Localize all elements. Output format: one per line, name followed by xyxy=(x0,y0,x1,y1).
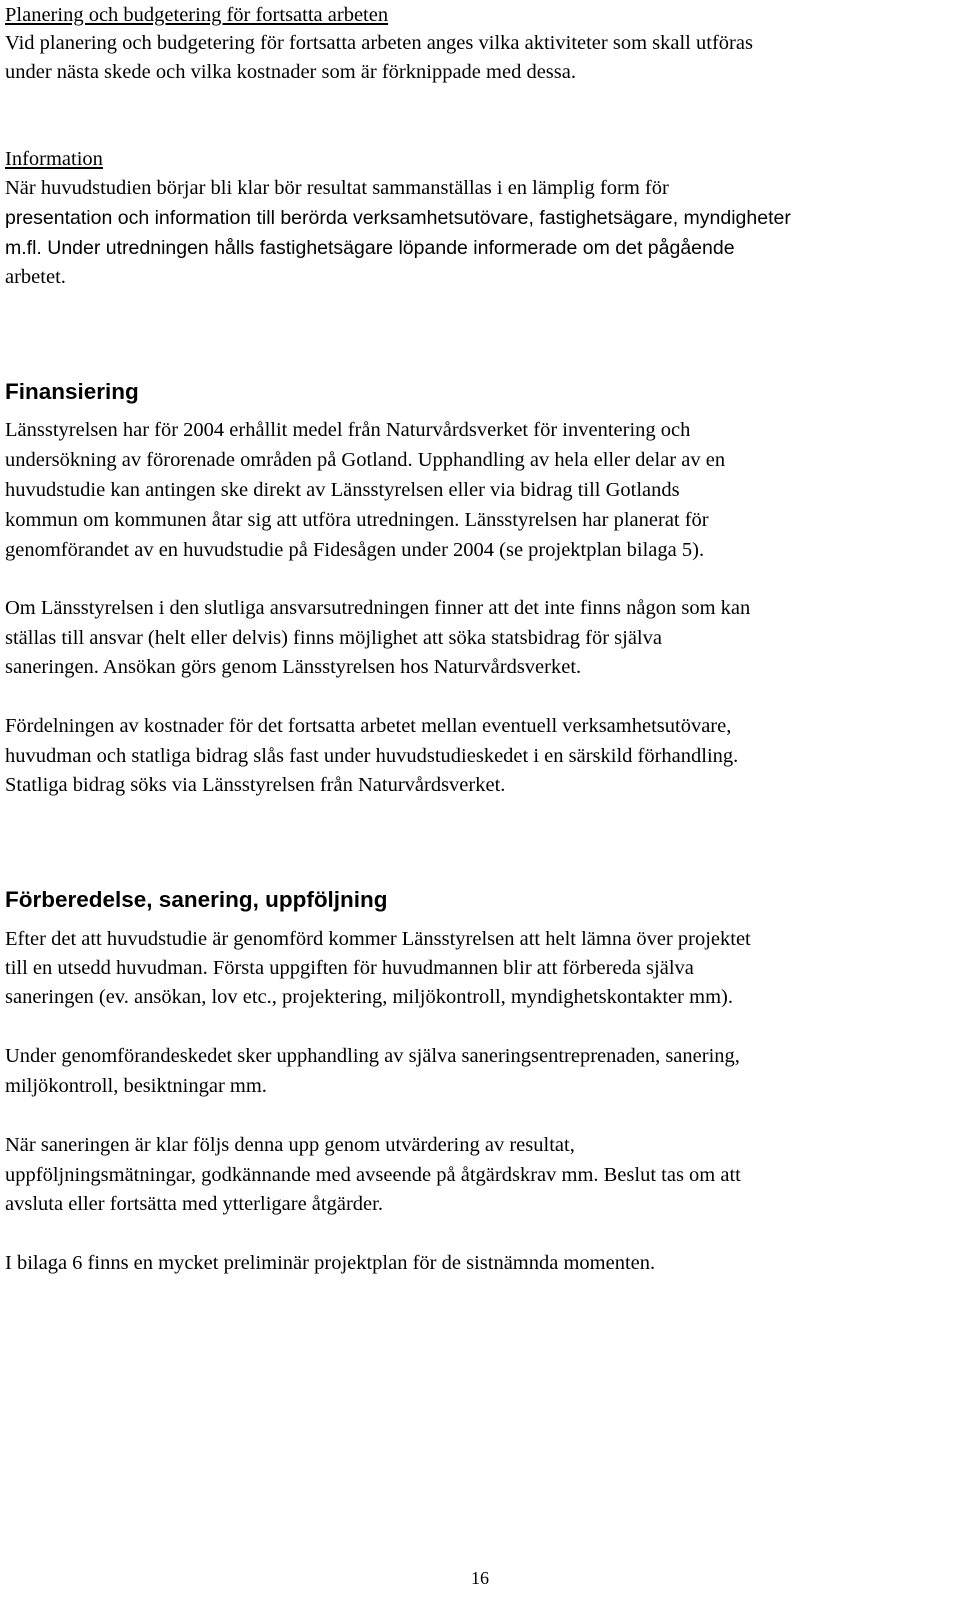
text-line: Fördelningen av kostnader för det fortsatta arbetet mellan eventuell verksamhetsutövare, xyxy=(5,715,732,737)
text-line: presentation och information till berörda verksamhetsutövare, fastighetsägare, myndigheter xyxy=(5,207,791,229)
text-line: Om Länsstyrelsen i den slutliga ansvarsutredningen finner att det inte finns någon som kan xyxy=(5,597,751,619)
section-heading-planering: Planering och budgetering för fortsatta arbeten xyxy=(5,4,389,26)
text-line: Under genomförandeskedet sker upphandling av själva saneringsentreprenaden, sanering, xyxy=(5,1045,740,1067)
text-line: ställas till ansvar (helt eller delvis) finns möjlighet att söka statsbidrag för själva xyxy=(5,627,662,649)
section-heading-forberedelse: Förberedelse, sanering, uppföljning xyxy=(5,887,388,912)
section-heading-finansiering: Finansiering xyxy=(5,379,139,404)
text-line: huvudman och statliga bidrag slås fast under huvudstudieskedet i en särskild förhandling. xyxy=(5,745,739,767)
text-line: under nästa skede och vilka kostnader som är förknippade med dessa. xyxy=(5,61,576,83)
text-line: arbetet. xyxy=(5,266,66,288)
text-line: avsluta eller fortsätta med ytterligare åtgärder. xyxy=(5,1193,383,1215)
section-heading-information: Information xyxy=(5,148,103,170)
text-line: genomförandet av en huvudstudie på Fidesågen under 2004 (se projektplan bilaga 5). xyxy=(5,539,705,561)
text-line: När saneringen är klar följs denna upp genom utvärdering av resultat, xyxy=(5,1134,575,1156)
text-line: saneringen. Ansökan görs genom Länsstyrelsen hos Naturvårdsverket. xyxy=(5,656,582,678)
text-line: till en utsedd huvudman. Första uppgiften för huvudmannen blir att förbereda själva xyxy=(5,957,694,979)
text-line: miljökontroll, besiktningar mm. xyxy=(5,1075,267,1097)
text-line: kommun om kommunen åtar sig att utföra utredningen. Länsstyrelsen har planerat för xyxy=(5,509,709,531)
text-line: undersökning av förorenade områden på Gotland. Upphandling av hela eller delar av en xyxy=(5,449,726,471)
text-line: huvudstudie kan antingen ske direkt av Länsstyrelsen eller via bidrag till Gotlands xyxy=(5,479,680,501)
text-line: Statliga bidrag söks via Länsstyrelsen från Naturvårdsverket. xyxy=(5,774,506,796)
page-number: 16 xyxy=(471,1568,489,1588)
text-line: Efter det att huvudstudie är genomförd kommer Länsstyrelsen att helt lämna över projektet xyxy=(5,928,751,950)
text-line: När huvudstudien börjar bli klar bör resultat sammanställas i en lämplig form för xyxy=(5,177,669,199)
text-line: Länsstyrelsen har för 2004 erhållit medel från Naturvårdsverket för inventering och xyxy=(5,419,691,441)
text-line: I bilaga 6 finns en mycket preliminär projektplan för de sistnämnda momenten. xyxy=(5,1252,656,1274)
text-line: saneringen (ev. ansökan, lov etc., projektering, miljökontroll, myndighetskontakter mm). xyxy=(5,986,733,1008)
text-line: m.fl. Under utredningen hålls fastighetsägare löpande informerade om det pågående xyxy=(5,237,735,259)
text-line: uppföljningsmätningar, godkännande med avseende på åtgärdskrav mm. Beslut tas om att xyxy=(5,1164,741,1186)
text-line: Vid planering och budgetering för fortsatta arbeten anges vilka aktiviteter som skall utföras xyxy=(5,32,753,54)
